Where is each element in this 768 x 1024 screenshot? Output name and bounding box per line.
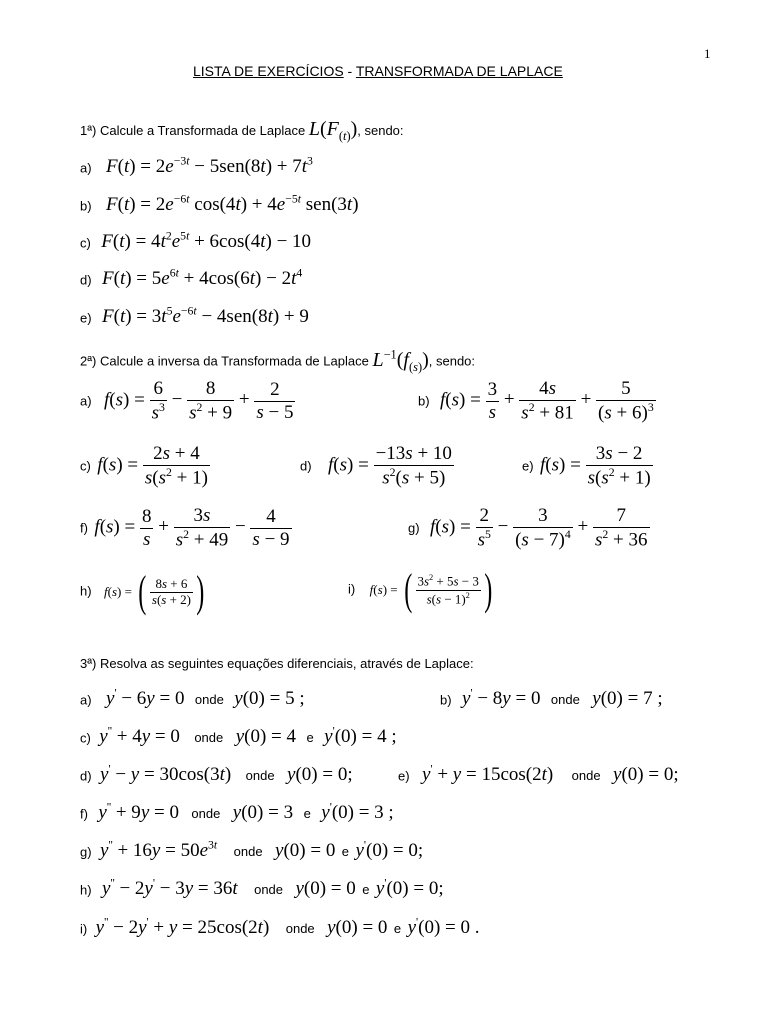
page-title xyxy=(193,63,563,79)
item-label: a) xyxy=(80,160,92,176)
q2-item-g xyxy=(408,505,650,551)
q1-intro-text: 1ª) Calcule a Transformada de Laplace xyxy=(80,123,306,138)
equation: f(s) = $\frac{3s - 2}{s(s^2 + 1)}$ xyxy=(540,443,651,489)
equation: $F(t) = 3t^5e^{-6t} - 4sen(8t) + 9$ xyxy=(102,305,309,328)
onde-label: onde xyxy=(254,882,284,898)
equation: f(s) = ( $\frac{8s + 6}{s(s + 2)}$ ) xyxy=(104,567,205,616)
q1-item-b xyxy=(80,193,359,216)
item-label: h) xyxy=(80,583,92,599)
item-label: e) xyxy=(80,310,92,326)
title-sep: - xyxy=(343,63,356,79)
q3-item-b xyxy=(440,687,663,710)
onde-label: onde xyxy=(194,730,224,746)
equation: y'' + 4y = 0 xyxy=(99,725,180,748)
equation: y'' + 9y = 0 xyxy=(98,801,179,824)
equation: $F(t) = 4t^2e^{5t} + 6\cos(4t) - 10$ xyxy=(101,230,312,253)
item-label: h) xyxy=(80,882,92,898)
title-part2: TRANSFORMADA DE LAPLACE xyxy=(355,63,563,79)
equation: f(s) = $\frac{2}{s^5}$ − $\frac{3}{(s - 7)^4}$ + $\frac{7}{s^2 + 36}$ xyxy=(430,505,648,551)
item-label: c) xyxy=(80,235,91,251)
e-label: e xyxy=(341,844,350,860)
onde-label: onde xyxy=(194,692,224,708)
page-number: 1 xyxy=(704,46,711,61)
equation: f(s) = $\frac{2s + 4}{s(s^2 + 1)}$ xyxy=(97,443,208,489)
q1-item-a xyxy=(80,155,313,178)
q2-item-b xyxy=(418,378,656,424)
item-label: d) xyxy=(300,458,312,474)
condition: y(0) = 0; xyxy=(613,764,679,786)
q3-item-c xyxy=(80,725,397,748)
condition: y(0) = 7 ; xyxy=(592,688,663,710)
item-label: i) xyxy=(348,581,356,597)
item-label: c) xyxy=(80,458,91,474)
equation: f(s) = $\frac{6}{s^3}$ − $\frac{8}{s^2 + 9}$ + $\frac{2}{s - 5}$ xyxy=(104,378,294,424)
q2-item-d xyxy=(300,443,454,489)
e-label: e xyxy=(306,730,314,746)
e-label: e xyxy=(393,921,402,937)
equation: y' + y = 15cos(2t) xyxy=(422,763,554,786)
q2-item-c xyxy=(80,443,210,489)
equation: y' − 8y = 0 xyxy=(462,687,541,710)
equation: $F(t) = 2e^{-6t}$ $\cos(4t) + 4e^{-5t}$ sen(3t) xyxy=(106,193,359,216)
q3-item-g xyxy=(80,839,423,862)
item-label: b) xyxy=(80,198,92,214)
q2-sendo: , sendo: xyxy=(428,353,476,369)
condition: y(0) = 0 xyxy=(327,917,388,939)
item-label: g) xyxy=(408,520,420,536)
item-label: a) xyxy=(80,393,92,409)
q3-item-h xyxy=(80,877,444,900)
item-label: g) xyxy=(80,844,92,860)
equation: f(s) = $\frac{3}{s}$ + $\frac{4s}{s^2 + 81}$ + $\frac{5}{(s + 6)^3}$ xyxy=(440,378,654,424)
onde-label: onde xyxy=(233,844,263,860)
equation: f(s) = $\frac{-13s + 10}{s^2(s + 5)}$ xyxy=(328,443,452,489)
q2-item-i xyxy=(348,565,496,614)
q2-inverse-symbol: $L^{-1}(f_{(s)})$ xyxy=(372,347,429,374)
onde-label: onde xyxy=(245,768,275,784)
condition-2: y'(0) = 3 ; xyxy=(321,801,394,824)
equation: y' − y = 30cos(3t) xyxy=(100,763,232,786)
item-label: e) xyxy=(398,768,410,784)
equation: y' − 6y = 0 xyxy=(106,687,185,710)
condition: y(0) = 4 xyxy=(235,726,296,748)
condition: y(0) = 0 xyxy=(275,840,336,862)
item-label: a) xyxy=(80,692,92,708)
q2-item-e xyxy=(522,443,653,489)
item-label: f) xyxy=(80,806,88,822)
equation: y'' − 2y' + y = 25cos(2t) xyxy=(95,916,270,939)
condition-2: y'(0) = 0 . xyxy=(407,916,480,939)
q3-item-a xyxy=(80,687,305,710)
q1-sendo: , sendo: xyxy=(357,123,404,138)
onde-label: onde xyxy=(571,768,601,784)
q2-item-h xyxy=(80,567,208,616)
condition: y(0) = 0 xyxy=(295,878,356,900)
q1-item-d xyxy=(80,267,302,290)
equation: f(s) = $\frac{8}{s}$ + $\frac{3s}{s^2 + 49}$ − $\frac{4}{s - 9}$ xyxy=(94,505,290,551)
q2-item-f xyxy=(80,505,292,551)
e-label: e xyxy=(362,882,370,898)
condition-2: y'(0) = 0; xyxy=(375,877,444,900)
item-label: f) xyxy=(80,520,88,536)
item-label: c) xyxy=(80,730,91,746)
q3-intro: 3ª) Resolva as seguintes equações diferenciais, através de Laplace: xyxy=(80,656,474,671)
condition: y(0) = 5 ; xyxy=(234,688,305,710)
item-label: d) xyxy=(80,768,92,784)
q3-item-d xyxy=(80,763,353,786)
item-label: d) xyxy=(80,272,92,288)
condition-2: y'(0) = 0; xyxy=(355,839,424,862)
item-label: e) xyxy=(522,458,534,474)
item-label: i) xyxy=(80,921,88,937)
q2-intro-text: 2ª) Calcule a inversa da Transformada de Laplace xyxy=(80,353,369,369)
q1-laplace-symbol: $L(F_{(t)})$ xyxy=(308,118,358,143)
condition-2: y'(0) = 4 ; xyxy=(324,725,397,748)
title-part1: LISTA DE EXERCÍCIOS xyxy=(193,63,344,79)
onde-label: onde xyxy=(191,806,221,822)
equation: f(s) = ( $\frac{3s^2 + 5s - 3}{s(s - 1)^2}$ ) xyxy=(369,565,493,614)
q1-item-c xyxy=(80,230,311,253)
equation: y'' − 2y' − 3y = 36t xyxy=(102,877,238,900)
q2-item-a xyxy=(80,378,295,424)
equation: $F(t) = 5e^{6t} + 4\cos(6t) - 2t^4$ xyxy=(102,267,303,290)
q1-item-e xyxy=(80,305,309,328)
e-label: e xyxy=(303,806,311,822)
item-label: b) xyxy=(440,692,452,708)
q1-intro xyxy=(80,118,404,144)
onde-label: onde xyxy=(285,921,315,937)
equation: $y'' + 16y = 50e^{3t}$ xyxy=(100,839,218,862)
condition: y(0) = 3 xyxy=(232,802,294,824)
q3-item-e xyxy=(398,763,679,786)
q2-intro xyxy=(80,347,475,375)
onde-label: onde xyxy=(550,692,580,708)
item-label: b) xyxy=(418,393,430,409)
condition: y(0) = 0; xyxy=(287,764,353,786)
equation: $F(t) = 2e^{-3t} - 5sen(8t) + 7t^3$ xyxy=(106,155,313,178)
q3-item-f xyxy=(80,801,394,824)
q3-item-i xyxy=(80,916,480,939)
